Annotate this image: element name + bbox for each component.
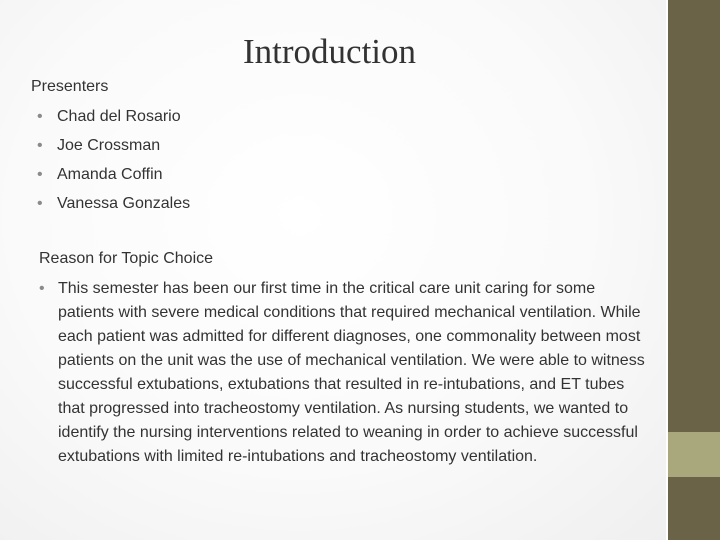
sidebar-band [666, 0, 720, 540]
sidebar-accent-block [666, 432, 720, 477]
bullet-icon: • [37, 195, 43, 212]
list-item [37, 105, 190, 134]
bullet-icon: • [39, 280, 45, 297]
reason-heading: Reason for Topic Choice [39, 250, 214, 267]
presenter-name: Vanessa Gonzales [57, 195, 191, 212]
presenter-name: Chad del Rosario [57, 108, 181, 125]
list-item [37, 163, 190, 192]
presenter-list [37, 105, 190, 221]
sidebar-divider [666, 0, 668, 540]
bullet-icon: • [37, 166, 43, 183]
list-item [37, 192, 190, 221]
presenter-name: Amanda Coffin [57, 166, 163, 183]
bullet-icon: • [37, 137, 43, 154]
presenter-name: Joe Crossman [57, 137, 161, 154]
list-item [37, 134, 190, 163]
reason-paragraph [39, 277, 651, 469]
presenters-heading: Presenters [31, 78, 109, 95]
reason-text: This semester has been our first time in the critical care unit caring for some patients with severe medical conditions that required mechanical ventilation. While each patient was admitted for different diagnoses, one commonality between most patients on the unit was the use of mechanical ventilation. We were able to witness successful extubations, extubations that resulted in re-intubations, and ET tubes that progressed into tracheostomy ventilation. As nursing students, we wanted to identify the nursing interventions related to weaning in order to achieve successful extubations with limited re-intubations and tracheostomy ventilation. [58, 280, 645, 465]
bullet-icon: • [37, 108, 43, 125]
slide-title: Introduction [243, 32, 417, 71]
